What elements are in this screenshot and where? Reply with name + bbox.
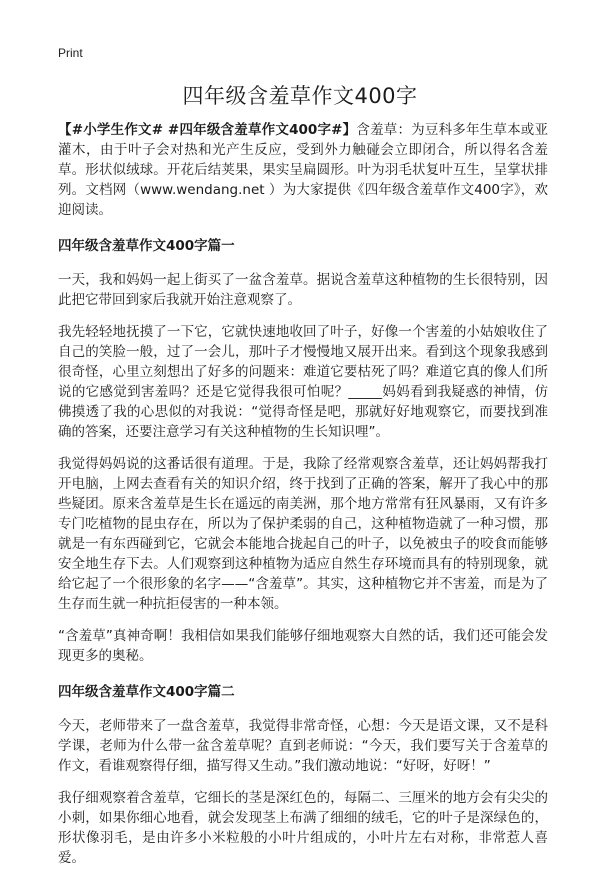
intro-tag: 【#小学生作文# #四年级含羞草作文400字#】 [58,122,357,138]
intro-paragraph [58,120,548,220]
section-1-paragraph-2: 我先轻轻地抚摸了一下它，它就快速地收回了叶子，好像一个害羞的小姑娘收住了自己的笑脸一般，过了一会儿，那叶子才慢慢地又展开出来。看到这个现象我感到很奇怪，心里立刻想出了好多的问题来：难道它要枯死了吗？难道它真的像人们所说的它感觉到害羞吗？还是它觉得我很可怕呢？_____妈妈看到我疑惑的神情，仿佛摸透了我的心思似的对我说：“觉得奇怪是吧，那就好好地观察它，而要找到准确的答案，还要注意学习有关这种植物的生长知识哩”。 [58,324,548,440]
section-2-paragraph-2: 我仔细观察着含羞草，它细长的茎是深红色的，每隔二、三厘米的地方会有尖尖的小刺，如果你细心地看，就会发现茎上布满了细细的绒毛，它的叶子是深绿色的，形状像羽毛，是由许多小米粒般的小叶片组成的，小叶片左右对称，非常惹人喜爱。 [58,790,548,866]
section-heading-2: 四年级含羞草作文400字篇二 [58,684,235,700]
section-heading-1: 四年级含羞草作文400字篇一 [58,238,235,254]
section-1-paragraph-3: 我觉得妈妈说的这番话很有道理。于是，我除了经常观察含羞草，还让妈妈帮我打开电脑，上网去查看有关的知识介绍，终于找到了正确的答案，解开了我心中的那些疑团。原来含羞草是生长在遥远的南美洲，那个地方常常有狂风暴雨，又有许多专门吃植物的昆虫存在，所以为了保护柔弱的自己，这种植物造就了一种习惯，那就是一有东西碰到它，它就会本能地合拢起自己的叶子，以免被虫子的咬食而能够安全地生存下去。人们观察到这种植物为适应自然生存环境而具有的特别现象，就给它起了一个很形象的名字——“含羞草”。其实，这种植物它并不害羞，而是为了生存而生就一种抗拒侵害的一种本领。 [58,456,548,612]
section-1-paragraph-4: “含羞草”真神奇啊！我相信如果我们能够仔细地观察大自然的话，我们还可能会发现更多的奥秘。 [58,628,548,664]
intro-text: 含羞草：为豆科多年生草本或亚灌木，由于叶子会对热和光产生反应，受到外力触碰会立即闭合，所以得名含羞草。形状似绒球。开花后结荚果，果实呈扁圆形。叶为羽毛状复叶互生，呈掌状排列。文档网（www.wendang.net ）为大家提供《四年级含羞草作文400字》，欢迎阅读。 [58,122,548,218]
print-link[interactable]: Print [58,46,83,60]
page-title: 四年级含羞草作文400字 [182,84,418,108]
section-1-paragraph-1: 一天，我和妈妈一起上街买了一盆含羞草。据说含羞草这种植物的生长很特别，因此把它带回到家后我就开始注意观察了。 [58,272,548,308]
section-2-paragraph-1: 今天，老师带来了一盘含羞草，我觉得非常奇怪，心想：今天是语文课，又不是科学课，老师为什么带一盆含羞草呢？直到老师说：“今天，我们要写关于含羞草的作文，看谁观察得仔细，描写得又生动。”我们激动地说：“好呀，好呀！” [58,718,548,774]
document-body [58,120,548,880]
